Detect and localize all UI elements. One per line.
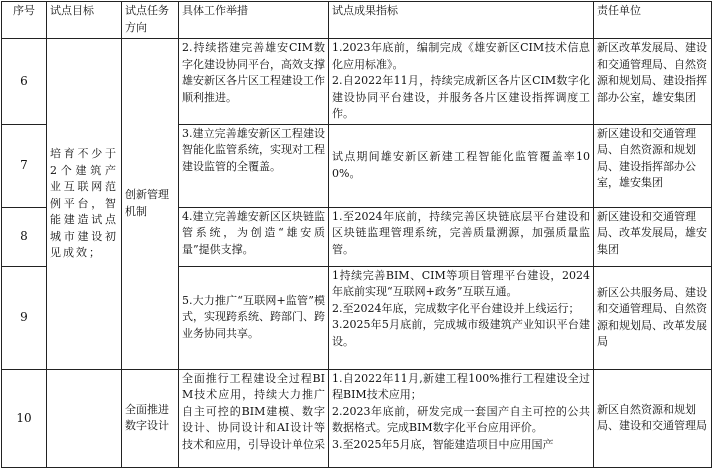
- goal-cell: 培育不少于2个建筑产业互联网范例平台，智能建造试点城市建设初见成效；: [47, 39, 122, 370]
- indicator-line: 1.2023年底前，编制完成《雄安新区CIM技术信息化应用标准》。: [332, 41, 590, 71]
- header-indicators: 试点成果指标: [329, 2, 594, 39]
- indicator-line: 2.2023年底前，研发完成一套国产自主可控的公共数据格式。完成BIM数字化平台应用评价。: [332, 404, 590, 434]
- header-task: 试点任务方向: [122, 2, 179, 39]
- unit-cell: 新区建设和交通管理局、改革发展局，雄安集团: [594, 207, 712, 266]
- indicator-line: 3.2025年5月底前，完成城市级建筑产业知识平台建设。: [332, 318, 590, 348]
- indicator-line: 1持续完善BIM、CIM等项目管理平台建设，2024年底前实现“互联网+政务”互联互通。: [332, 268, 590, 298]
- measures-cell: 4.建立完善雄安新区区块链监管系统，为创造“雄安质量”提供支撑。: [179, 207, 329, 266]
- row-number: 7: [2, 124, 47, 207]
- table-row: [2, 39, 712, 125]
- row-number: 8: [2, 207, 47, 266]
- row-number: 10: [2, 369, 47, 467]
- unit-cell: 新区公共服务局、建设和交通管理局、自然资源和规划局、改革发展局: [594, 266, 712, 369]
- indicator-line: 2.至2024年底，完成数字化平台建设并上线运行；: [332, 301, 580, 315]
- indicator-line: 1.至2024年底前，持续完善区块链底层平台建设和区块链监理管理系统，完善质量溯源，加强质量监管。: [332, 209, 590, 256]
- measures-cell: 2.持续搭建完善雄安CIM数字化建设协同平台，高效支撑雄安新区各片区工程建设工作顺利推进。: [179, 39, 329, 125]
- table-row: [2, 369, 712, 467]
- unit-cell: 新区改革发展局、建设和交通管理局、自然资源和规划局、建设指挥部办公室，雄安集团: [594, 39, 712, 125]
- header-goal: 试点目标: [47, 2, 122, 39]
- measures-cell: 3.建立完善雄安新区工程建设智能化监管系统，实现对工程建设监管的全覆盖。: [179, 124, 329, 207]
- header-row: [2, 2, 712, 39]
- header-unit: 责任单位: [594, 2, 712, 39]
- indicators-cell: [329, 369, 594, 467]
- indicator-line: 3.至2025年5月底，智能建造项目中应用国产: [332, 437, 554, 451]
- measures-cell: 5.大力推广“互联网+监管”模式，实现跨系统、跨部门、跨业务协同共享。: [179, 266, 329, 369]
- row-number: 9: [2, 266, 47, 369]
- goal-cell-empty: [47, 369, 122, 467]
- pilot-task-table: [1, 1, 712, 468]
- indicators-cell: [329, 124, 594, 207]
- indicator-line: 1.自2022年11月,新建工程100%推行工程建设全过程BIM技术应用；: [332, 371, 590, 401]
- header-measures: 具体工作举措: [179, 2, 329, 39]
- header-seq: 序号: [2, 2, 47, 39]
- indicator-line: 2.自2022年11月，持续完成新区各片区CIM数字化建设协同平台建设，并服务各片区建设指挥调度工作。: [332, 74, 590, 120]
- measures-cell: 全面推行工程建设全过程BIM技术应用，持续大力推广自主可控的BIM建模、数字设计、协同设计和AI设计等技术和应用，引导设计单位采: [179, 369, 329, 467]
- row-number: 6: [2, 39, 47, 125]
- unit-cell: 新区自然资源和规划局、建设和交通管理局: [594, 369, 712, 467]
- indicators-cell: [329, 39, 594, 125]
- task-cell: 创新管理机制: [122, 39, 179, 370]
- indicators-cell: [329, 207, 594, 266]
- indicator-line: 试点期间雄安新区新建工程智能化监管覆盖率100%。: [332, 150, 590, 180]
- indicators-cell: [329, 266, 594, 369]
- unit-cell: 新区建设和交通管理局、自然资源和规划局、建设指挥部办公室，雄安集团: [594, 124, 712, 207]
- task-cell: 全面推进数字设计: [122, 369, 179, 467]
